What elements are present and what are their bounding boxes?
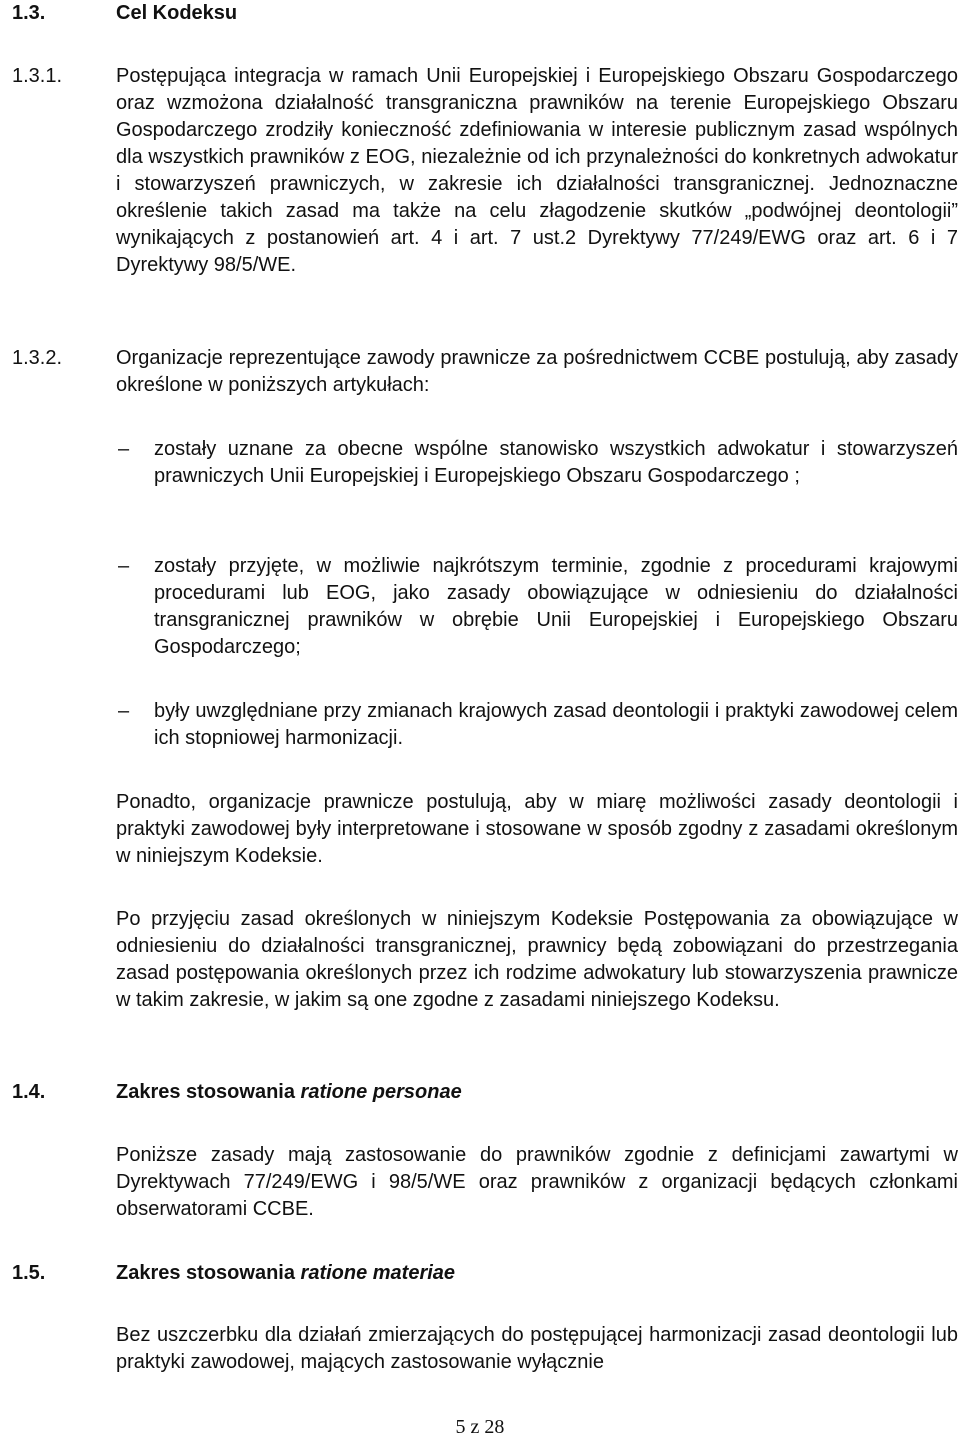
paragraph-number: 1.3.1. xyxy=(12,65,63,87)
section-number: 1.5. xyxy=(12,1262,46,1284)
bullet-dash: – xyxy=(118,555,130,577)
bullet-item: zostały uznane za obecne wspólne stanowisko wszystkich adwokatur i stowarzyszeń prawniczych Unii Europejskiej i Europejskiego Obszaru Gospodarczego ; xyxy=(154,438,958,487)
section-number: 1.4. xyxy=(12,1081,46,1103)
paragraph-text: Organizacje reprezentujące zawody prawnicze za pośrednictwem CCBE postulują, aby zasady określone w poniższych artykułach: xyxy=(116,347,958,396)
paragraph-text: Bez uszczerbku dla działań zmierzających do postępującej harmonizacji zasad deontologii lub praktyki zawodowej, mających zastosowanie wyłącznie xyxy=(116,1324,958,1373)
section-title: Cel Kodeksu xyxy=(116,2,238,24)
paragraph-text: Postępująca integracja w ramach Unii Europejskiej i Europejskiego Obszaru Gospodarczego oraz wzmożona działalność transgraniczna prawników na terenie Europejskiego Obszaru Gospodarczego zrodziły konieczność zdefiniowania w interesie publicznym zasad wspólnych dla wszystkich prawników z EOG, niezależnie od ich przynależności do konkretnych adwokatur i stowarzyszeń prawniczych, w zakresie ich działalności transgranicznej. Jednoznaczne określenie takich zasad ma także na celu złagodzenie skutków „podwójnej deontologii” wynikających z postanowień art. 4 i art. 7 ust.2 Dyrektywy 77/249/EWG oraz art. 6 i 7 Dyrektywy 98/5/WE. xyxy=(116,65,958,276)
bullet-item: były uwzględniane przy zmianach krajowych zasad deontologii i praktyki zawodowej celem ich stopniowej harmonizacji. xyxy=(154,700,958,749)
section-title: Zakres stosowania ratione materiae xyxy=(116,1262,456,1284)
paragraph-number: 1.3.2. xyxy=(12,347,63,369)
paragraph-text: Poniższe zasady mają zastosowanie do prawników zgodnie z definicjami zawartymi w Dyrektywach 77/249/EWG i 98/5/WE oraz prawników z organizacji będących członkami obserwatorami CCBE. xyxy=(116,1144,958,1220)
page-number: 5 z 28 xyxy=(455,1416,505,1438)
bullet-item: zostały przyjęte, w możliwie najkrótszym terminie, zgodnie z procedurami krajowymi procedurami lub EOG, jako zasady obowiązujące w odniesieniu do działalności transgranicznej prawników w obrębie Unii Europejskiej i Europejskiego Obszaru Gospodarczego; xyxy=(154,555,958,658)
section-title: Zakres stosowania ratione personae xyxy=(116,1081,462,1103)
section-number: 1.3. xyxy=(12,2,46,24)
bullet-dash: – xyxy=(118,700,130,722)
paragraph-text: Ponadto, organizacje prawnicze postulują, aby w miarę możliwości zasady deontologii i praktyki zawodowej były interpretowane i stosowane w sposób zgodny z zasadami określonym w niniejszym Kodeksie. xyxy=(116,791,958,867)
bullet-dash: – xyxy=(118,438,130,460)
paragraph-text: Po przyjęciu zasad określonych w niniejszym Kodeksie Postępowania za obowiązujące w odniesieniu do działalności transgranicznej, prawnicy będą zobowiązani do przestrzegania zasad postępowania określonych przez ich rodzime adwokatury lub stowarzyszenia prawnicze w takim zakresie, w jakim są one zgodne z zasadami niniejszego Kodeksu. xyxy=(116,908,958,1011)
